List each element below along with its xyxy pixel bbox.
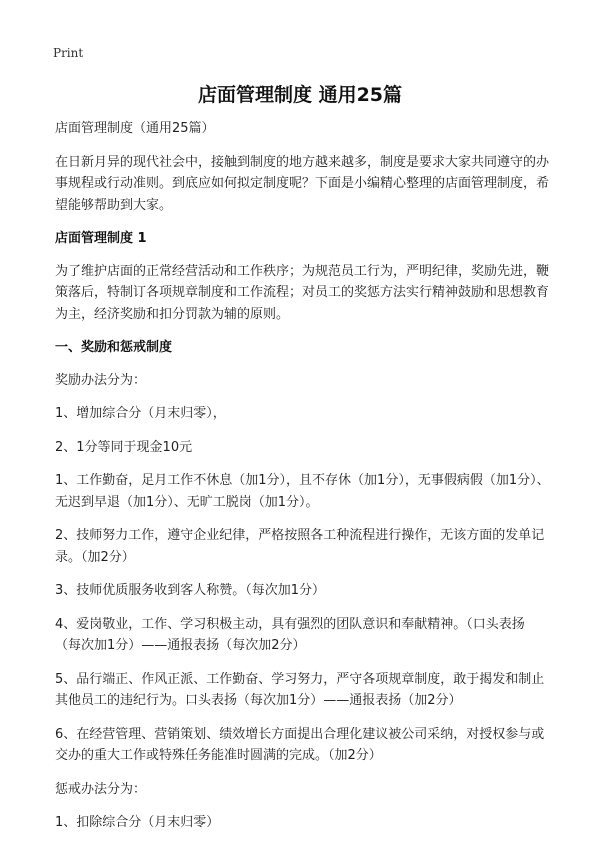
section-heading: 店面管理制度 1 — [55, 231, 147, 246]
list-item: 5、品行端正、作风正派、工作勤奋、学习努力，严守各项规章制度，敢于揭发和制止其他员工的违纪行为。口头表扬（每次加1分）——通报表扬（加2分） — [55, 671, 545, 708]
intro-paragraph: 在日新月异的现代社会中，接触到制度的地方越来越多，制度是要求大家共同遵守的办事规程或行动准则。到底应如何拟定制度呢？下面是小编精心整理的店面管理制度，希望能够帮助到大家。 — [55, 154, 550, 213]
document-body — [55, 118, 550, 846]
page-title: 店面管理制度 通用25篇 — [197, 84, 403, 106]
list-item: 1、扣除综合分（月末归零） — [55, 815, 220, 830]
paragraph: 奖励办法分为： — [55, 372, 147, 388]
list-item: 4、爱岗敬业，工作、学习积极主动，具有强烈的团队意识和奉献精神。（口头表扬（每次加1分）——通报表扬（每次加2分） — [55, 616, 525, 653]
list-item: 2、技师努力工作，遵守企业纪律，严格按照各工种流程进行操作，无该方面的发单记录。（加2分） — [55, 528, 545, 565]
print-link[interactable]: Print — [53, 46, 84, 60]
list-item: 6、在经营管理、营销策划、绩效增长方面提出合理化建议被公司采纳，对授权参与或交办的重大工作或特殊任务能准时圆满的完成。（加2分） — [55, 726, 545, 763]
subtitle: 店面管理制度（通用25篇） — [55, 121, 215, 136]
list-item: 1、工作勤奋，足月工作不休息（加1分），且不存休（加1分），无事假病假（加1分）、无迟到早退（加1分）、无旷工脱岗（加1分）。 — [55, 473, 550, 510]
paragraph: 惩戒办法分为： — [55, 781, 147, 797]
list-item: 1、增加综合分（月末归零）， — [55, 406, 226, 421]
list-item: 2、1分等同于现金10元 — [55, 439, 193, 455]
section-heading: 一、奖励和惩戒制度 — [55, 340, 173, 355]
paragraph: 为了维护店面的正常经营活动和工作秩序；为规范员工行为，严明纪律，奖励先进，鞭策落后，特制订各项规章制度和工作流程；对员工的奖惩方法实行精神鼓励和思想教育为主，经济奖励和扣分罚款为辅的原则。 — [55, 263, 550, 322]
list-item: 3、技师优质服务收到客人称赞。（每次加1分） — [55, 583, 326, 598]
